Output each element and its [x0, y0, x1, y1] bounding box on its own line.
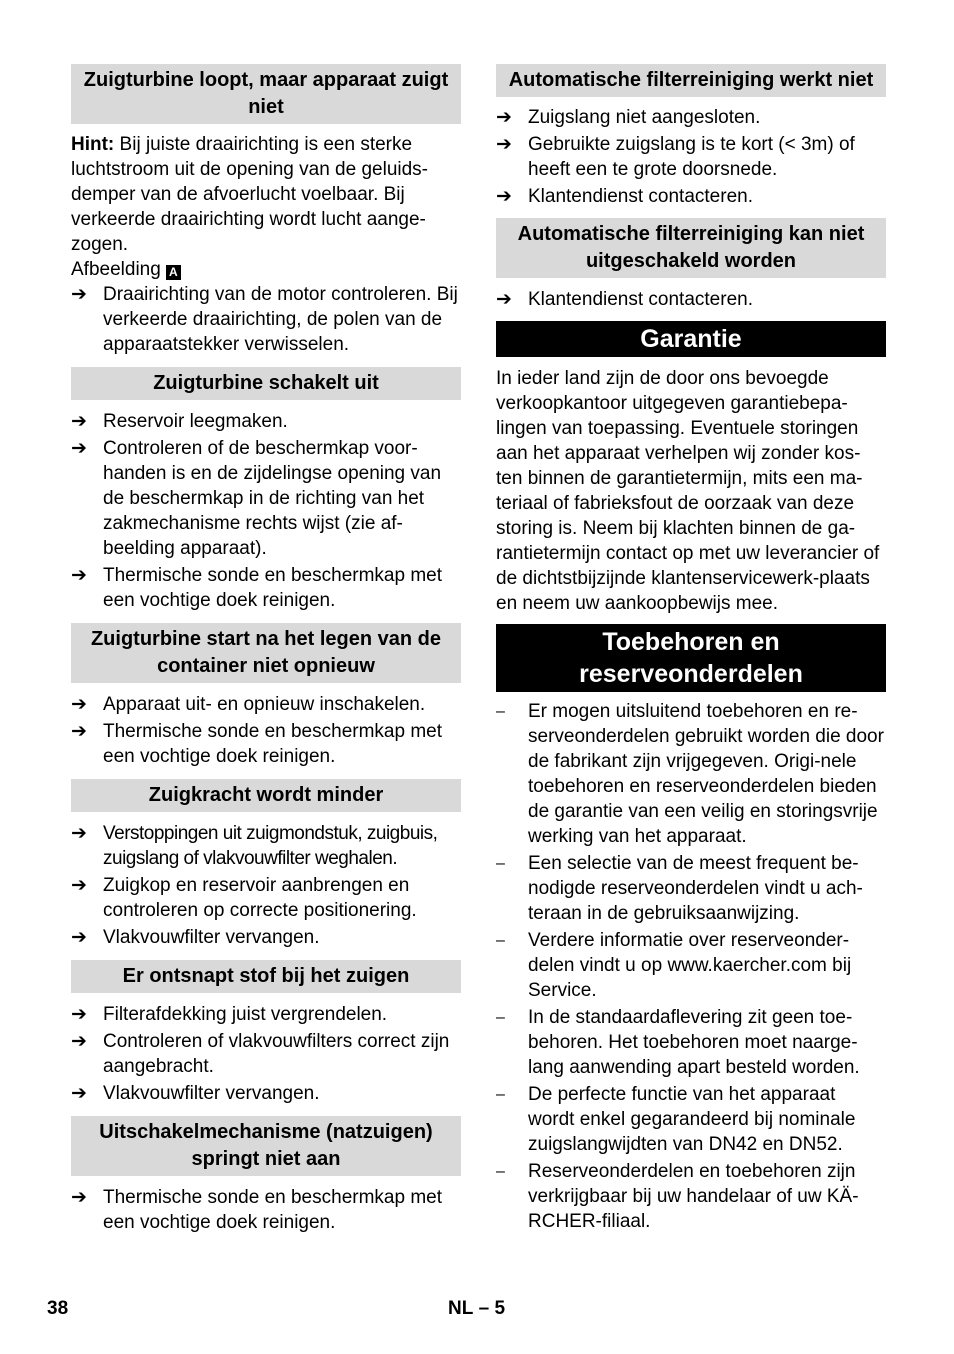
- item-text: Reserveonderdelen en toebehoren zijn verkrijgbaar bij uw handelaar of uw KÄ-RCHER-filiaal.: [528, 1161, 859, 1232]
- section-heading: Zuigturbine schakelt uit: [71, 367, 461, 400]
- item-text: Reservoir leegmaken.: [103, 411, 288, 432]
- arrow-icon: ➔: [71, 284, 87, 305]
- arrow-icon: ➔: [71, 927, 87, 948]
- section-heading: Zuigturbine loopt, maar apparaat zuigt niet: [71, 64, 461, 124]
- list-item: [71, 1185, 461, 1235]
- item-text: De perfecte functie van het apparaat wordt enkel gegarandeerd bij nominale zuigslangwijdten van DN42 en DN52.: [528, 1084, 856, 1155]
- list-item: [496, 184, 886, 209]
- arrow-icon: ➔: [71, 875, 87, 896]
- dash-bullet: –: [496, 932, 505, 949]
- dash-bullet: –: [496, 1009, 505, 1026]
- page-number: 38: [47, 1298, 69, 1319]
- item-text: Controleren of vlakvouwfilters correct zijn aangebracht.: [103, 1031, 450, 1077]
- list-item: [71, 821, 461, 871]
- list-item: [71, 436, 461, 561]
- arrow-icon: ➔: [496, 134, 512, 155]
- arrow-icon: ➔: [71, 721, 87, 742]
- arrow-icon: ➔: [496, 289, 512, 310]
- list-item: [496, 1005, 886, 1080]
- section-heading: Zuigkracht wordt minder: [71, 779, 461, 812]
- item-text: Thermische sonde en beschermkap met een vochtige doek reinigen.: [103, 721, 442, 767]
- section-page: – 5: [478, 1298, 506, 1319]
- hint-text: Bij juiste draairichting is een sterke luchtstroom uit de opening van de geluids-demper van de afvoerlucht voelbaar. Bij verkeerde draairichting wordt lucht aange-zogen.: [71, 134, 429, 255]
- list-item: [71, 873, 461, 923]
- arrow-icon: ➔: [71, 565, 87, 586]
- list-item: [496, 928, 886, 1003]
- item-text: Filterafdekking juist vergrendelen.: [103, 1004, 388, 1025]
- item-text: Vlakvouwfilter vervangen.: [103, 927, 320, 948]
- list-item: [71, 282, 461, 357]
- item-text: Apparaat uit- en opnieuw inschakelen.: [103, 694, 426, 715]
- list-item: [496, 105, 886, 130]
- right-column: [496, 64, 886, 1234]
- list-item: [71, 1002, 461, 1027]
- list-item: [496, 132, 886, 182]
- list-item: [496, 699, 886, 849]
- item-text: Gebruikte zuigslang is te kort (< 3m) of heeft een te grote doorsnede.: [528, 134, 855, 180]
- list-item: [496, 851, 886, 926]
- item-text: Een selectie van de meest frequent be-nodigde reserveonderdelen vindt u ach-teraan in de gebruiksaanwijzing.: [528, 853, 863, 924]
- figure-reference: [71, 257, 461, 282]
- list-item: [496, 287, 886, 312]
- arrow-icon: ➔: [496, 107, 512, 128]
- item-text: Vlakvouwfilter vervangen.: [103, 1083, 320, 1104]
- arrow-icon: ➔: [71, 1187, 87, 1208]
- arrow-icon: ➔: [71, 694, 87, 715]
- section-heading: Er ontsnapt stof bij het zuigen: [71, 960, 461, 993]
- arrow-icon: ➔: [71, 823, 87, 844]
- section-heading: Uitschakelmechanisme (natzuigen) springt niet aan: [71, 1116, 461, 1176]
- item-text: Klantendienst contacteren.: [528, 186, 753, 207]
- left-column: [71, 64, 461, 1235]
- item-text: Zuigslang niet aangesloten.: [528, 107, 761, 128]
- section-heading: Zuigturbine start na het legen van de container niet opnieuw: [71, 623, 461, 683]
- section-heading: Automatische filterreiniging werkt niet: [496, 64, 886, 97]
- item-text: Verstoppingen uit zuigmondstuk, zuigbuis, zuigslang of vlakvouwfilter weghalen.: [103, 823, 438, 869]
- arrow-icon: ➔: [71, 1031, 87, 1052]
- item-text: Draairichting van de motor controleren. Bij verkeerde draairichting, de polen van de apparaatstekker verwisselen.: [103, 284, 458, 355]
- list-item: [496, 1082, 886, 1157]
- list-item: [71, 563, 461, 613]
- arrow-icon: ➔: [71, 1004, 87, 1025]
- item-text: Zuigkop en reservoir aanbrengen en controleren op correcte positionering.: [103, 875, 417, 921]
- figure-a-icon: A: [166, 265, 181, 280]
- item-text: Thermische sonde en beschermkap met een vochtige doek reinigen.: [103, 565, 442, 611]
- arrow-icon: ➔: [71, 438, 87, 459]
- dash-bullet: –: [496, 703, 505, 720]
- section-page-label: [448, 1298, 505, 1320]
- figure-text: Afbeelding: [71, 259, 161, 280]
- item-text: Er mogen uitsluitend toebehoren en re-serveonderdelen gebruikt worden die door de fabrikant zijn vrijgegeven. Origi-nele toebehoren en reserveonderdelen bieden de garantie van een veilig en storingsvrije werking van het apparaat.: [528, 701, 884, 847]
- dash-bullet: –: [496, 1086, 505, 1103]
- garantie-paragraph: In ieder land zijn de door ons bevoegde verkoopkantoor uitgegeven garantiebepa-lingen van toepassing. Eventuele storingen aan het apparaat verhelpen wij zonder kos-ten binnen de garantietermijn, mits een ma-teriaal of fabrieksfout de oorzaak van deze storing is. Neem bij klachten binnen de ga-rantietermijn contact op met uw leverancier of de dichtstbijzijnde klantenservicewerk-plaats en neem uw aankoopbewijs mee.: [496, 368, 880, 614]
- item-text: Controleren of de beschermkap voor-handen is en de zijdelingse opening van de beschermkap in de richting van het zakmechanisme rechts wijst (zie af-beelding apparaat).: [103, 438, 442, 559]
- list-item: [496, 1159, 886, 1234]
- hint-paragraph: [71, 132, 461, 257]
- item-text: Thermische sonde en beschermkap met een vochtige doek reinigen.: [103, 1187, 442, 1233]
- list-item: [71, 692, 461, 717]
- list-item: [71, 925, 461, 950]
- dash-bullet: –: [496, 1163, 505, 1180]
- dash-bullet: –: [496, 855, 505, 872]
- item-text: Verdere informatie over reserveonder-delen vindt u op www.kaercher.com bij Service.: [528, 930, 852, 1001]
- section-heading-garantie: Garantie: [496, 321, 886, 357]
- arrow-icon: ➔: [71, 411, 87, 432]
- arrow-icon: ➔: [71, 1083, 87, 1104]
- section-code: NL: [448, 1298, 474, 1319]
- section-heading-toebehoren: Toebehoren en reserveonderdelen: [496, 624, 886, 692]
- hint-label: Hint:: [71, 134, 115, 155]
- list-item: [71, 719, 461, 769]
- item-text: In de standaardaflevering zit geen toe-behoren. Het toebehoren moet naarge-lang aanwending apart besteld worden.: [528, 1007, 860, 1078]
- list-item: [71, 1029, 461, 1079]
- section-heading: Automatische filterreiniging kan niet uitgeschakeld worden: [496, 218, 886, 278]
- list-item: [71, 409, 461, 434]
- list-item: [71, 1081, 461, 1106]
- arrow-icon: ➔: [496, 186, 512, 207]
- item-text: Klantendienst contacteren.: [528, 289, 753, 310]
